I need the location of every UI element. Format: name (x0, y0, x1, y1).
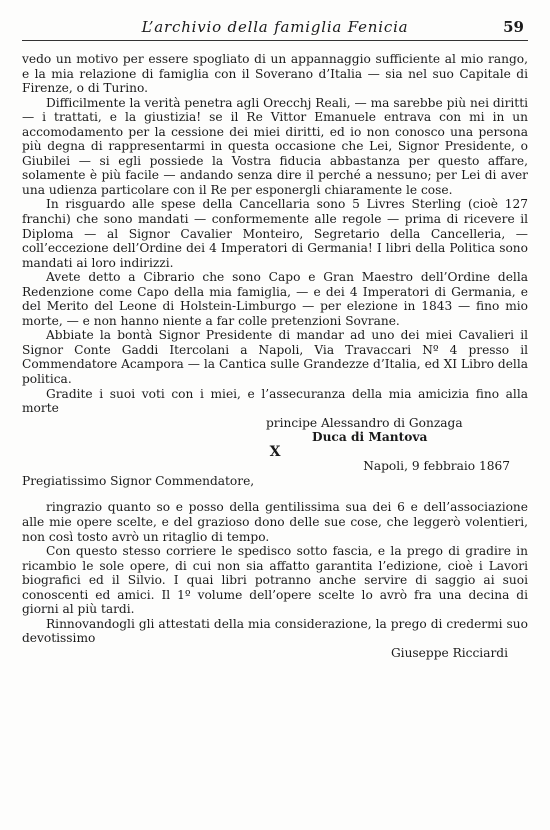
running-title: L’archivio della famiglia Fenicia (141, 18, 409, 36)
page-body (22, 52, 528, 660)
letter1-paragraph: Abbiate la bontà Signor Presidente di mandar ad uno dei miei Cavalieri il Signor Conte Gaddi Itercolani a Napoli, Via Travaccari Nº 4 presso il Commendatore Acampora — la Cantica sulle Grandezze d’Italia, ed XI Libro della politica. (22, 328, 528, 387)
letter1-paragraph: vedo un motivo per essere spogliato di un appannaggio sufficiente al mio rango, e la mia relazione di famiglia con il Soverano d’Italia — sia nel suo Capitale di Firenze, o di Turino. (22, 52, 528, 96)
letter2-paragraph: Con questo stesso corriere le spedisco sotto fascia, e la prego di gradire in ricambio le sole opere, di cui non sia affatto garantita l’edizione, cioè i Lavori biografici ed il Silvio. I quai libri potranno anche servire di saggio ai suoi conoscenti ed amici. Il 1º volume dell’opere scelte lo avrò fra una decina di giorni al più tardi. (22, 544, 528, 617)
letter2-salutation: Pregiatissimo Signor Commendatore, (22, 473, 255, 488)
letter1-paragraph: Difficilmente la verità penetra agli Orecchj Reali, — ma sarebbe più nei diritti — i trattati, e la giustizia! se il Re Vittor Emanuele entrava con mi in un accomodamento per la cessione dei miei diritti, ed io non conosco una persona più degna di rappresentarmi in questa occasione che Lei, Signor Presidente, o Giubilei — si egli possiede la Vostra fiducia abbastanza per questo affare, solamente è più facile — andando senza dire il perché a nessuno; per Lei di aver una udienza particolare con il Re per esponergli chiaramente le cose. (22, 95, 528, 197)
spacer (22, 488, 528, 500)
letter2-date: Napoli, 9 febbraio 1867 (363, 459, 510, 474)
letter2-paragraph: Rinnovandogli gli attestati della mia considerazione, la prego di credermi suo devotissimo (22, 616, 528, 646)
letter-number-heading: X (269, 443, 281, 460)
letter1-paragraph: Avete detto a Cibrario che sono Capo e Gran Maestro dell’Ordine della Redenzione come Capo della mia famiglia, — e dei 4 Imperatori di Germania, e del Merito del Leone di Holstein-Limburgo — per elezione in 1843 — fino mio morte, — e non hanno niente a far colle pretenzioni Sovrane. (22, 270, 528, 328)
letter2-paragraph: ringrazio quanto so e posso della gentilissima sua dei 6 e dell’associazione alle mie opere scelte, e del grazioso dono delle sue cose, che leggerò volentieri, non così tosto avrò un ritaglio di tempo. (22, 500, 528, 544)
page-number: 59 (503, 18, 524, 36)
page-header (22, 18, 528, 41)
letter1-paragraph: In risguardo alle spese della Cancellaria sono 5 Livres Sterling (cioè 127 franchi) che sono mandati — conformemente alle regole — prima di ricevere il Diploma — al Signor Cavalier Monteiro, Segretario della Cancelleria, — coll’eccezione dell’Ordine dei 4 Imperatori di Germania! I libri della Politica sono mandati ai loro indirizzi. (22, 197, 528, 270)
letter1-paragraph: Gradite i suoi voti con i miei, e l’assecuranza della mia amicizia fino alla morte (22, 386, 528, 416)
letter1-signature-name: principe Alessandro di Gonzaga (266, 415, 463, 430)
letter2-signature: Giuseppe Ricciardi (390, 645, 508, 660)
letter1-signature-title: Duca di Mantova (312, 430, 428, 445)
